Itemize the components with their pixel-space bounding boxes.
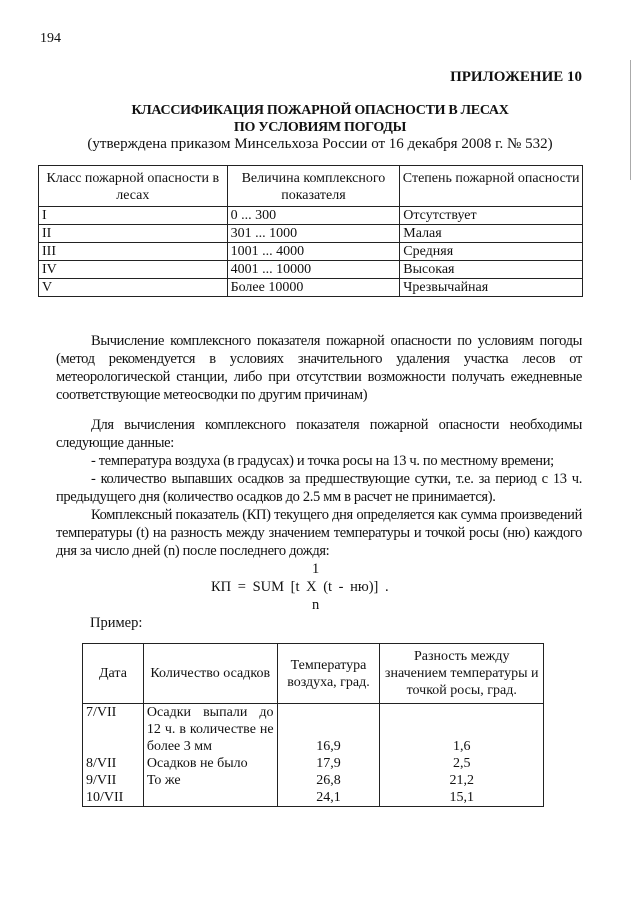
title-line: ПО УСЛОВИЯМ ПОГОДЫ (233, 120, 407, 135)
document-title (40, 102, 600, 136)
scan-edge-line (630, 60, 631, 180)
formula-numerator: 1 (312, 561, 320, 577)
formula-denominator: n (312, 597, 320, 613)
column-header: Степень пожарной опасности (400, 166, 583, 207)
cell: 15,1 (380, 789, 544, 807)
cell: 7/VII (83, 704, 144, 756)
table-row (39, 261, 583, 279)
table-row (39, 207, 583, 225)
cell: 24,1 (277, 789, 380, 807)
cell: Более 10000 (227, 279, 400, 297)
cell: Осадки выпали до 12 ч. в количестве не более 3 мм (143, 704, 277, 756)
table-row (39, 279, 583, 297)
table-header-row (83, 644, 544, 704)
cell: 9/VII (83, 772, 144, 789)
table-row (83, 789, 544, 807)
document-subtitle: (утверждена приказом Минсельхоза России от 16 декабря 2008 г. № 532) (87, 136, 553, 152)
cell: III (39, 243, 228, 261)
cell (143, 789, 277, 807)
cell: 4001 ... 10000 (227, 261, 400, 279)
cell: V (39, 279, 228, 297)
paragraph: Комплексный показатель (КП) текущего дня определяется как сумма произведений температуры (t) на разность между значением температуры и точкой росы (ню) каждого дня за число дней (n) после последнего дождя: (56, 507, 582, 559)
column-header: Класс пожарной опасности в лесах (39, 166, 228, 207)
cell: 17,9 (277, 755, 380, 772)
cell: 301 ... 1000 (227, 225, 400, 243)
cell: I (39, 207, 228, 225)
table-row (39, 243, 583, 261)
paragraph: Для вычисления комплексного показателя пожарной опасности необходимы следующие данные: (56, 417, 582, 451)
formula-block (56, 560, 582, 614)
cell: Средняя (400, 243, 583, 261)
appendix-heading: ПРИЛОЖЕНИЕ 10 (450, 69, 582, 85)
title-line: КЛАССИФИКАЦИЯ ПОЖАРНОЙ ОПАСНОСТИ В ЛЕСАХ (131, 103, 509, 118)
cell: IV (39, 261, 228, 279)
cell: 16,9 (277, 704, 380, 756)
cell: 1,6 (380, 704, 544, 756)
example-label: Пример: (90, 615, 143, 631)
cell: II (39, 225, 228, 243)
table-header-row (39, 166, 583, 207)
cell: 26,8 (277, 772, 380, 789)
table-row (83, 772, 544, 789)
cell: 1001 ... 4000 (227, 243, 400, 261)
cell: То же (143, 772, 277, 789)
table-row (83, 704, 544, 756)
column-header: Количество осадков (143, 644, 277, 704)
cell: Малая (400, 225, 583, 243)
cell: Осадков не было (143, 755, 277, 772)
fire-danger-class-table (38, 165, 583, 297)
cell: 8/VII (83, 755, 144, 772)
cell: 10/VII (83, 789, 144, 807)
column-header: Величина комплексного показателя (227, 166, 400, 207)
formula: КП = SUM [t X (t - ню)] . (211, 579, 389, 595)
list-item: - количество выпавших осадков за предшествующие сутки, т.е. за период с 13 ч. предыдущего дня (количество осадков до 2.5 мм в расчет не принимается). (56, 471, 582, 505)
column-header: Дата (83, 644, 144, 704)
cell: Высокая (400, 261, 583, 279)
column-header: Температура воздуха, град. (277, 644, 380, 704)
page-number: 194 (40, 31, 61, 46)
list-item: - температура воздуха (в градусах) и точка росы на 13 ч. по местному времени; (91, 453, 554, 469)
table-row (39, 225, 583, 243)
table-row (83, 755, 544, 772)
paragraph: Вычисление комплексного показателя пожарной опасности по условиям погоды (метод рекомендуется в условиях значительного удаления участка лесов от метеорологической станции, либо при отсутствии возможности получать ежедневные соответствующие метеосводки по другим причинам) (56, 333, 582, 403)
column-header: Разность между значением температуры и точкой росы, град. (380, 644, 544, 704)
cell: 2,5 (380, 755, 544, 772)
cell: Отсутствует (400, 207, 583, 225)
body-text (56, 332, 582, 807)
cell: Чрезвычайная (400, 279, 583, 297)
cell: 21,2 (380, 772, 544, 789)
cell: 0 ... 300 (227, 207, 400, 225)
example-table (82, 643, 544, 807)
